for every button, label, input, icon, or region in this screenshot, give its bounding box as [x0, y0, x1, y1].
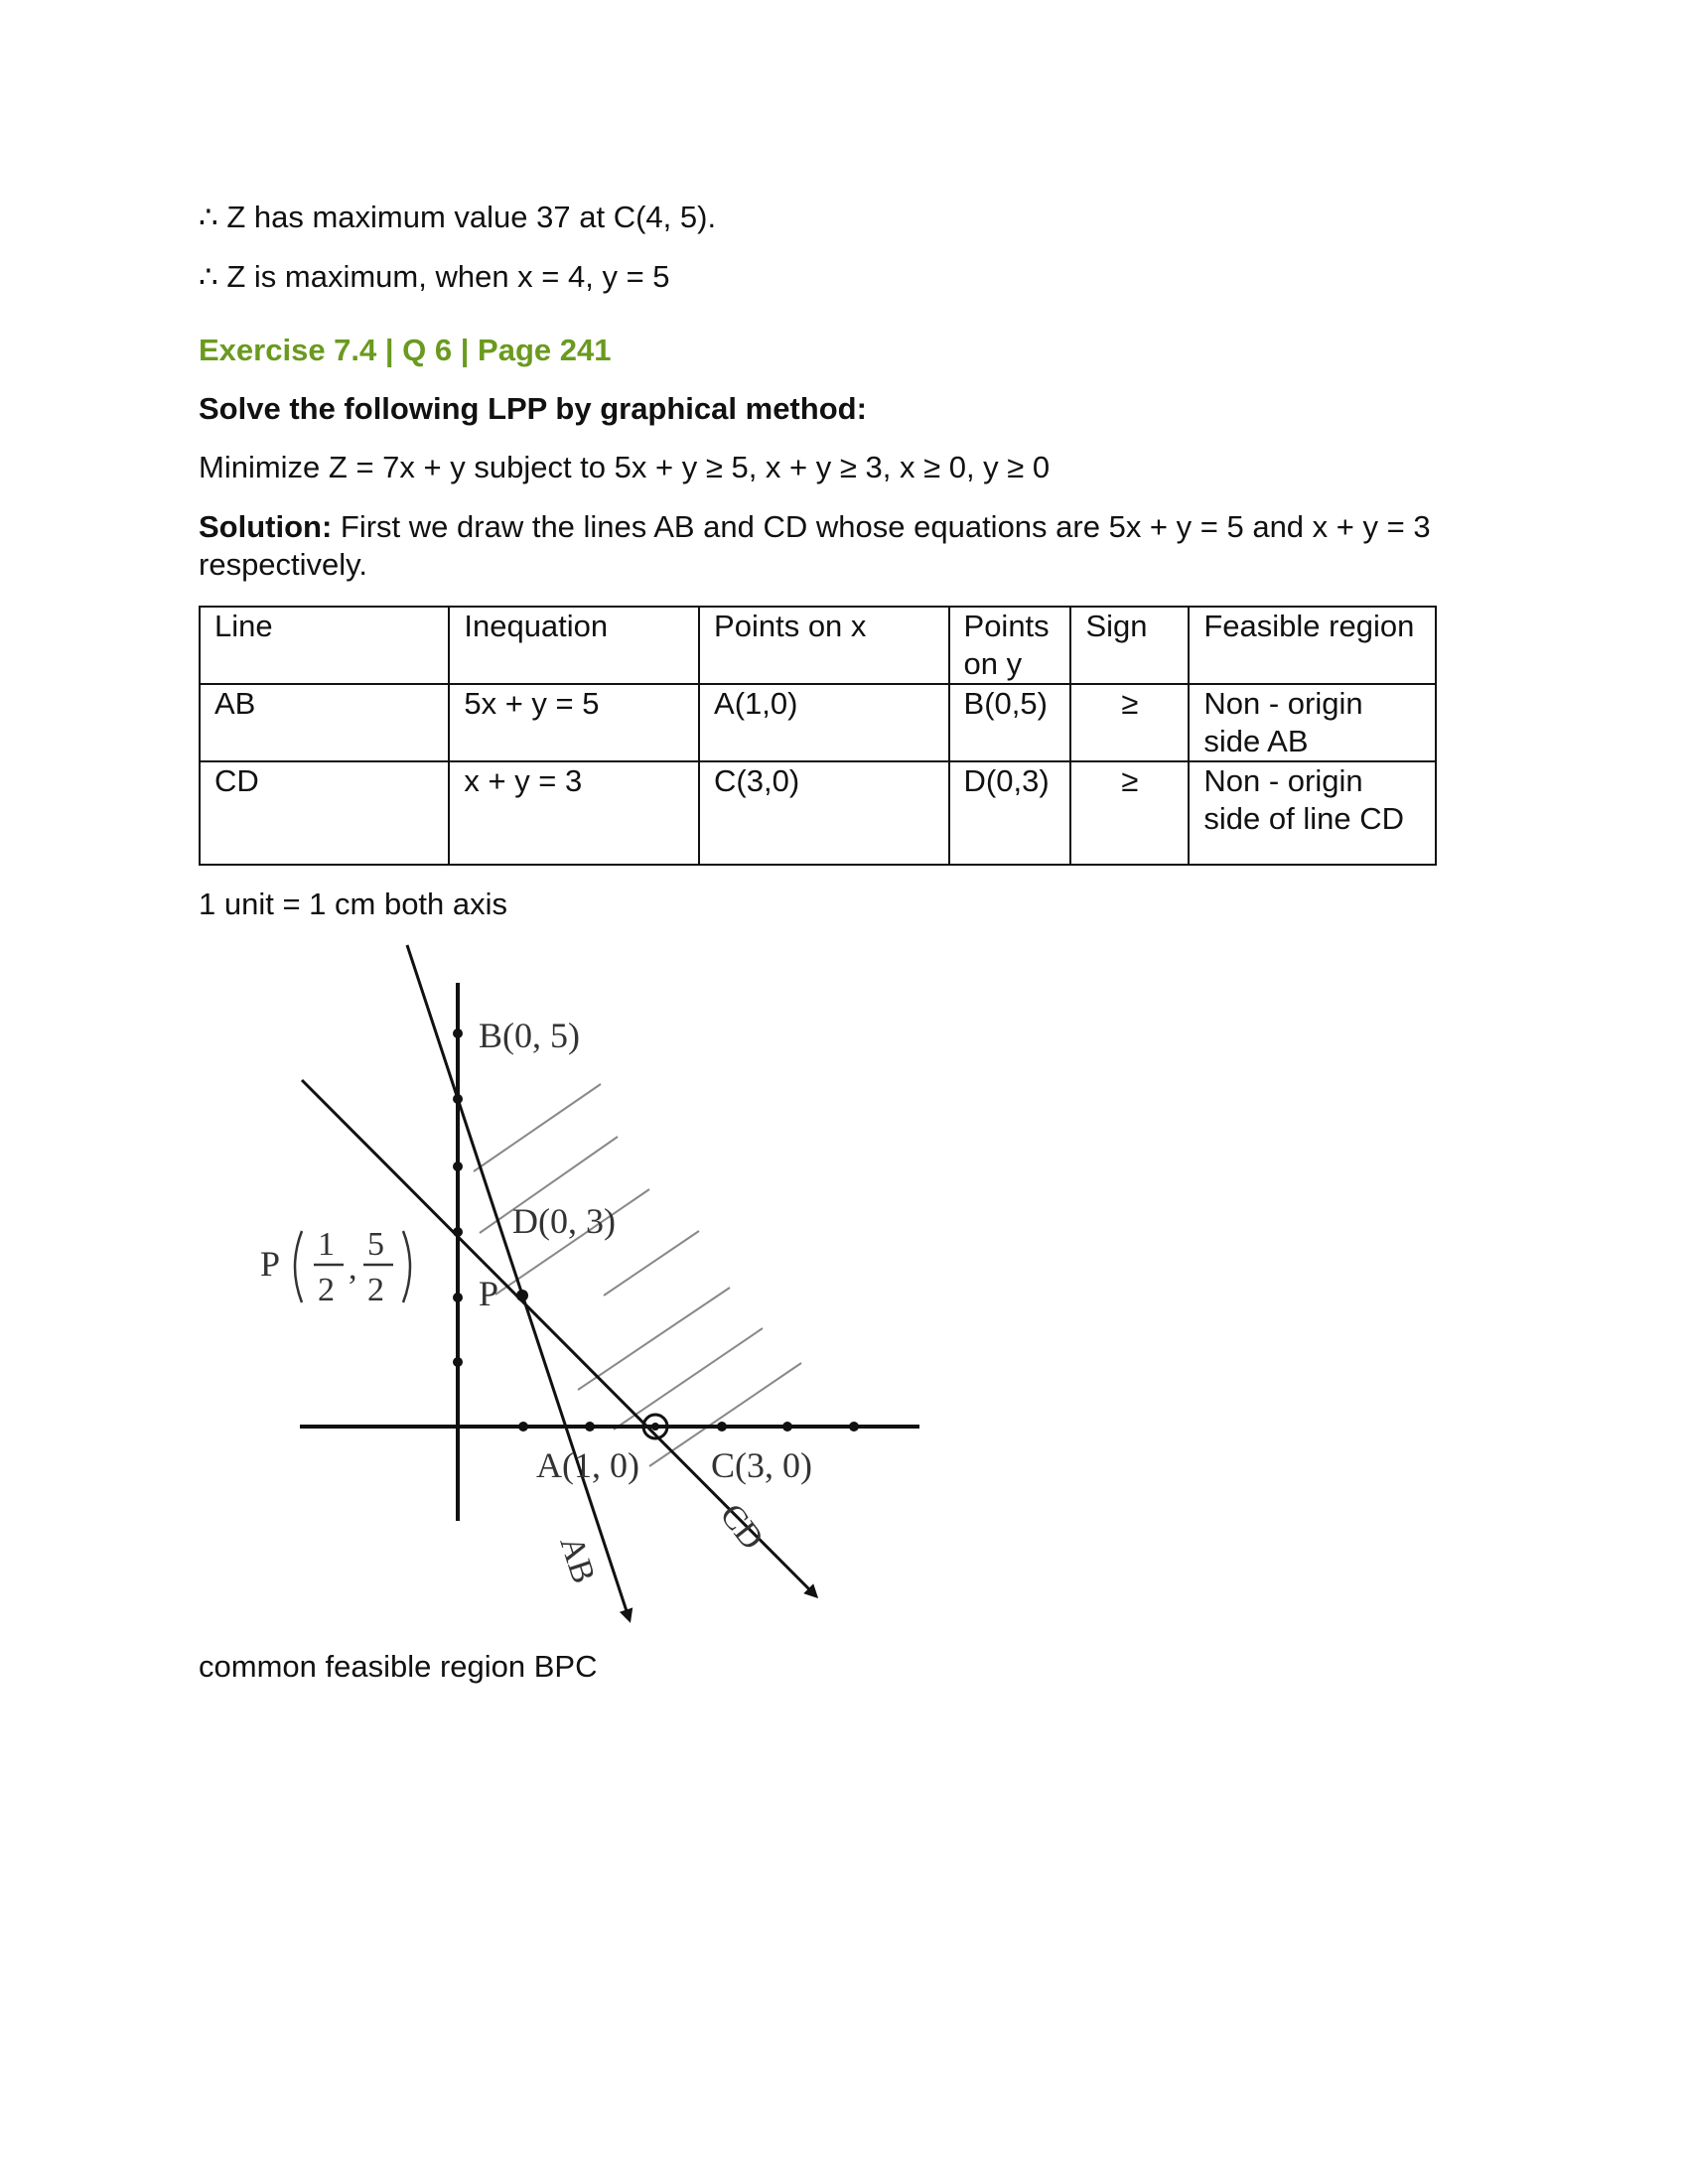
p-y-denominator: 2 — [367, 1272, 384, 1308]
cell-sign: ≥ — [1070, 761, 1189, 865]
cell-inequation: 5x + y = 5 — [449, 684, 699, 761]
label-line-cd: CD — [712, 1497, 771, 1558]
header-sign: Sign — [1070, 607, 1189, 684]
label-point-c: C(3, 0) — [711, 1445, 812, 1485]
prev-max-value-line: ∴ Z has maximum value 37 at C(4, 5). — [199, 200, 717, 234]
lpp-graph — [238, 933, 993, 1628]
lines-table — [199, 606, 1437, 866]
scale-note: 1 unit = 1 cm both axis — [199, 887, 508, 921]
cell-point-x: A(1,0) — [699, 684, 948, 761]
cell-line: CD — [200, 761, 449, 865]
label-p-coordinates — [260, 1226, 410, 1308]
cell-feasible-region: Non - origin side AB — [1189, 684, 1436, 761]
label-p-name: P — [260, 1244, 281, 1284]
solution-paragraph — [199, 508, 1489, 584]
label-point-d: D(0, 3) — [512, 1201, 616, 1241]
solution-text: First we draw the lines AB and CD whose equations are 5x + y = 5 and x + y = 3 respectively. — [199, 509, 1431, 582]
cell-point-y: B(0,5) — [949, 684, 1071, 761]
problem-statement: Minimize Z = 7x + y subject to 5x + y ≥ 5, x + y ≥ 3, x ≥ 0, y ≥ 0 — [199, 450, 1051, 484]
cell-feasible-region: Non - origin side of line CD — [1189, 761, 1436, 865]
header-line: Line — [200, 607, 449, 684]
p-x-denominator: 2 — [318, 1272, 335, 1308]
instruction-text: Solve the following LPP by graphical method: — [199, 391, 867, 426]
table-row — [200, 761, 1436, 865]
svg-text:,: , — [349, 1250, 357, 1287]
cell-line: AB — [200, 684, 449, 761]
table-header-row — [200, 607, 1436, 684]
point-c-dot — [651, 1423, 659, 1431]
prev-max-condition-line: ∴ Z is maximum, when x = 4, y = 5 — [199, 259, 670, 294]
table-row — [200, 684, 1436, 761]
conclusion-text: common feasible region BPC — [199, 1649, 598, 1684]
solution-label: Solution: — [199, 509, 333, 544]
p-y-numerator: 5 — [367, 1226, 384, 1263]
cell-sign: ≥ — [1070, 684, 1189, 761]
header-feasible-region: Feasible region — [1189, 607, 1436, 684]
exercise-heading[interactable]: Exercise 7.4 | Q 6 | Page 241 — [199, 333, 612, 367]
label-point-a: A(1, 0) — [536, 1445, 639, 1485]
label-line-ab: AB — [552, 1532, 603, 1588]
p-x-numerator: 1 — [318, 1226, 335, 1263]
label-point-b: B(0, 5) — [479, 1016, 580, 1055]
cell-point-x: C(3,0) — [699, 761, 948, 865]
header-points-y: Points on y — [949, 607, 1071, 684]
feasible-region-hatching — [474, 1084, 801, 1466]
cell-inequation: x + y = 3 — [449, 761, 699, 865]
header-points-x: Points on x — [699, 607, 948, 684]
header-inequation: Inequation — [449, 607, 699, 684]
cell-point-y: D(0,3) — [949, 761, 1071, 865]
label-point-p: P — [479, 1274, 499, 1313]
